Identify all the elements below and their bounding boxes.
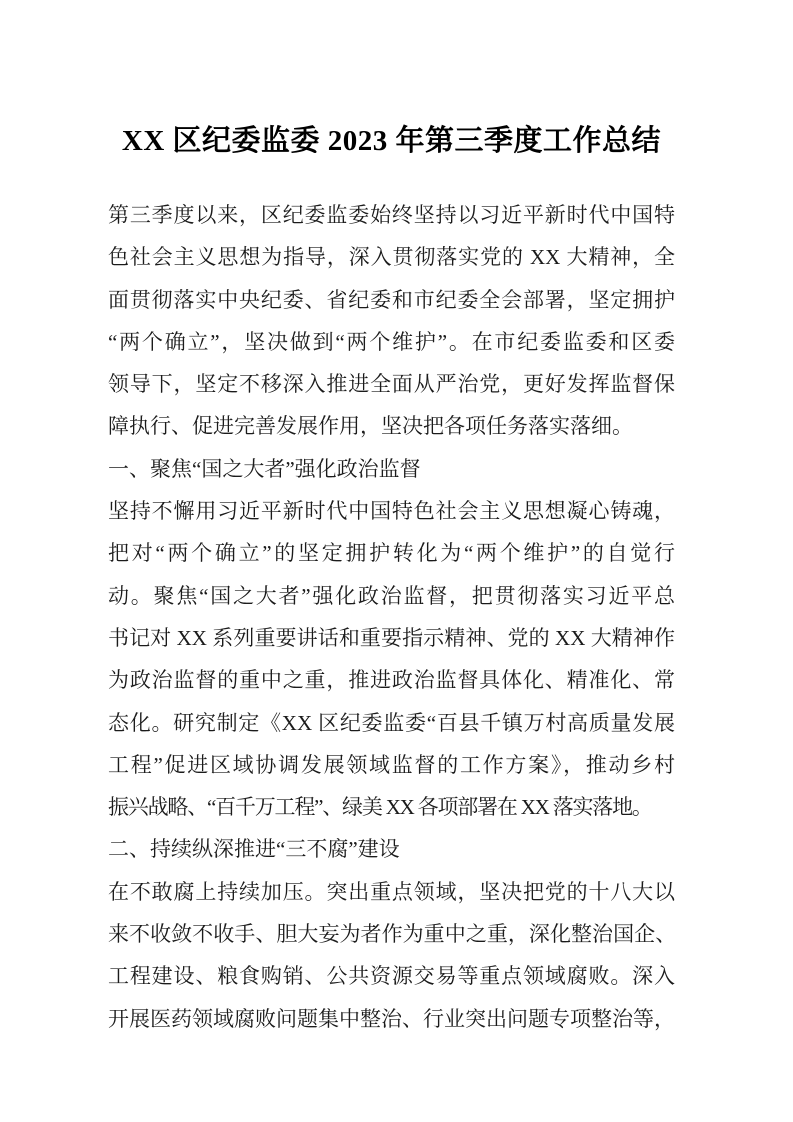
text-line: 工程”促进区域协调发展领域监督的工作方案》，推动乡村 — [108, 752, 675, 777]
text-line: “两个确立”，坚决做到“两个维护”。在市纪委监委和区委 — [108, 329, 675, 354]
text-line: 态化。研究制定《XX 区纪委监委“百县千镇万村高质量发展 — [108, 710, 675, 735]
text-line: 领导下，坚定不移深入推进全面从严治党，更好发挥监督保 — [108, 372, 675, 397]
text-line: 动。聚焦“国之大者”强化政治监督，把贯彻落实习近平总 — [108, 583, 675, 608]
text-line: 第三季度以来，区纪委监委始终坚持以习近平新时代中国特 — [108, 203, 675, 227]
text-line: 面贯彻落实中央纪委、省纪委和市纪委全会部署，坚定拥护 — [108, 287, 675, 312]
text-line: 振兴战略、“百千万工程”、绿美 XX 各项部署在 XX 落实落地。 — [108, 795, 652, 820]
text-line: 开展医药领域腐败问题集中整治、行业突出问题专项整治等， — [108, 1006, 675, 1031]
text-line: 把对“两个确立”的坚定拥护转化为“两个维护”的自觉行 — [108, 541, 675, 566]
text-line: 书记对 XX 系列重要讲话和重要指示精神、党的 XX 大精神作 — [108, 625, 675, 650]
text-line: 坚持不懈用习近平新时代中国特色社会主义思想凝心铸魂， — [108, 499, 675, 524]
section-heading-1: 一、聚焦“国之大者”强化政治监督 — [108, 456, 421, 481]
paragraph-section-2 — [108, 871, 675, 1040]
text-line: 为政治监督的重中之重，推进政治监督具体化、精准化、常 — [108, 668, 675, 693]
text-line: 来不收敛不收手、胆大妄为者作为重中之重，深化整治国企、 — [108, 922, 675, 947]
text-line: 色社会主义思想为指导，深入贯彻落实党的 XX 大精神，全 — [108, 245, 675, 270]
document-title: XX 区纪委监委 2023 年第三季度工作总结 — [121, 125, 662, 157]
paragraph-intro — [108, 194, 675, 448]
paragraph-section-1 — [108, 490, 675, 828]
text-line: 在不敢腐上持续加压。突出重点领域，坚决把党的十八大以 — [108, 879, 675, 904]
text-line: 障执行、促进完善发展作用，坚决把各项任务落实落细。 — [108, 414, 633, 439]
section-heading-2: 二、持续纵深推进“三不腐”建设 — [108, 837, 400, 862]
text-line: 工程建设、粮食购销、公共资源交易等重点领域腐败。深入 — [108, 964, 675, 989]
